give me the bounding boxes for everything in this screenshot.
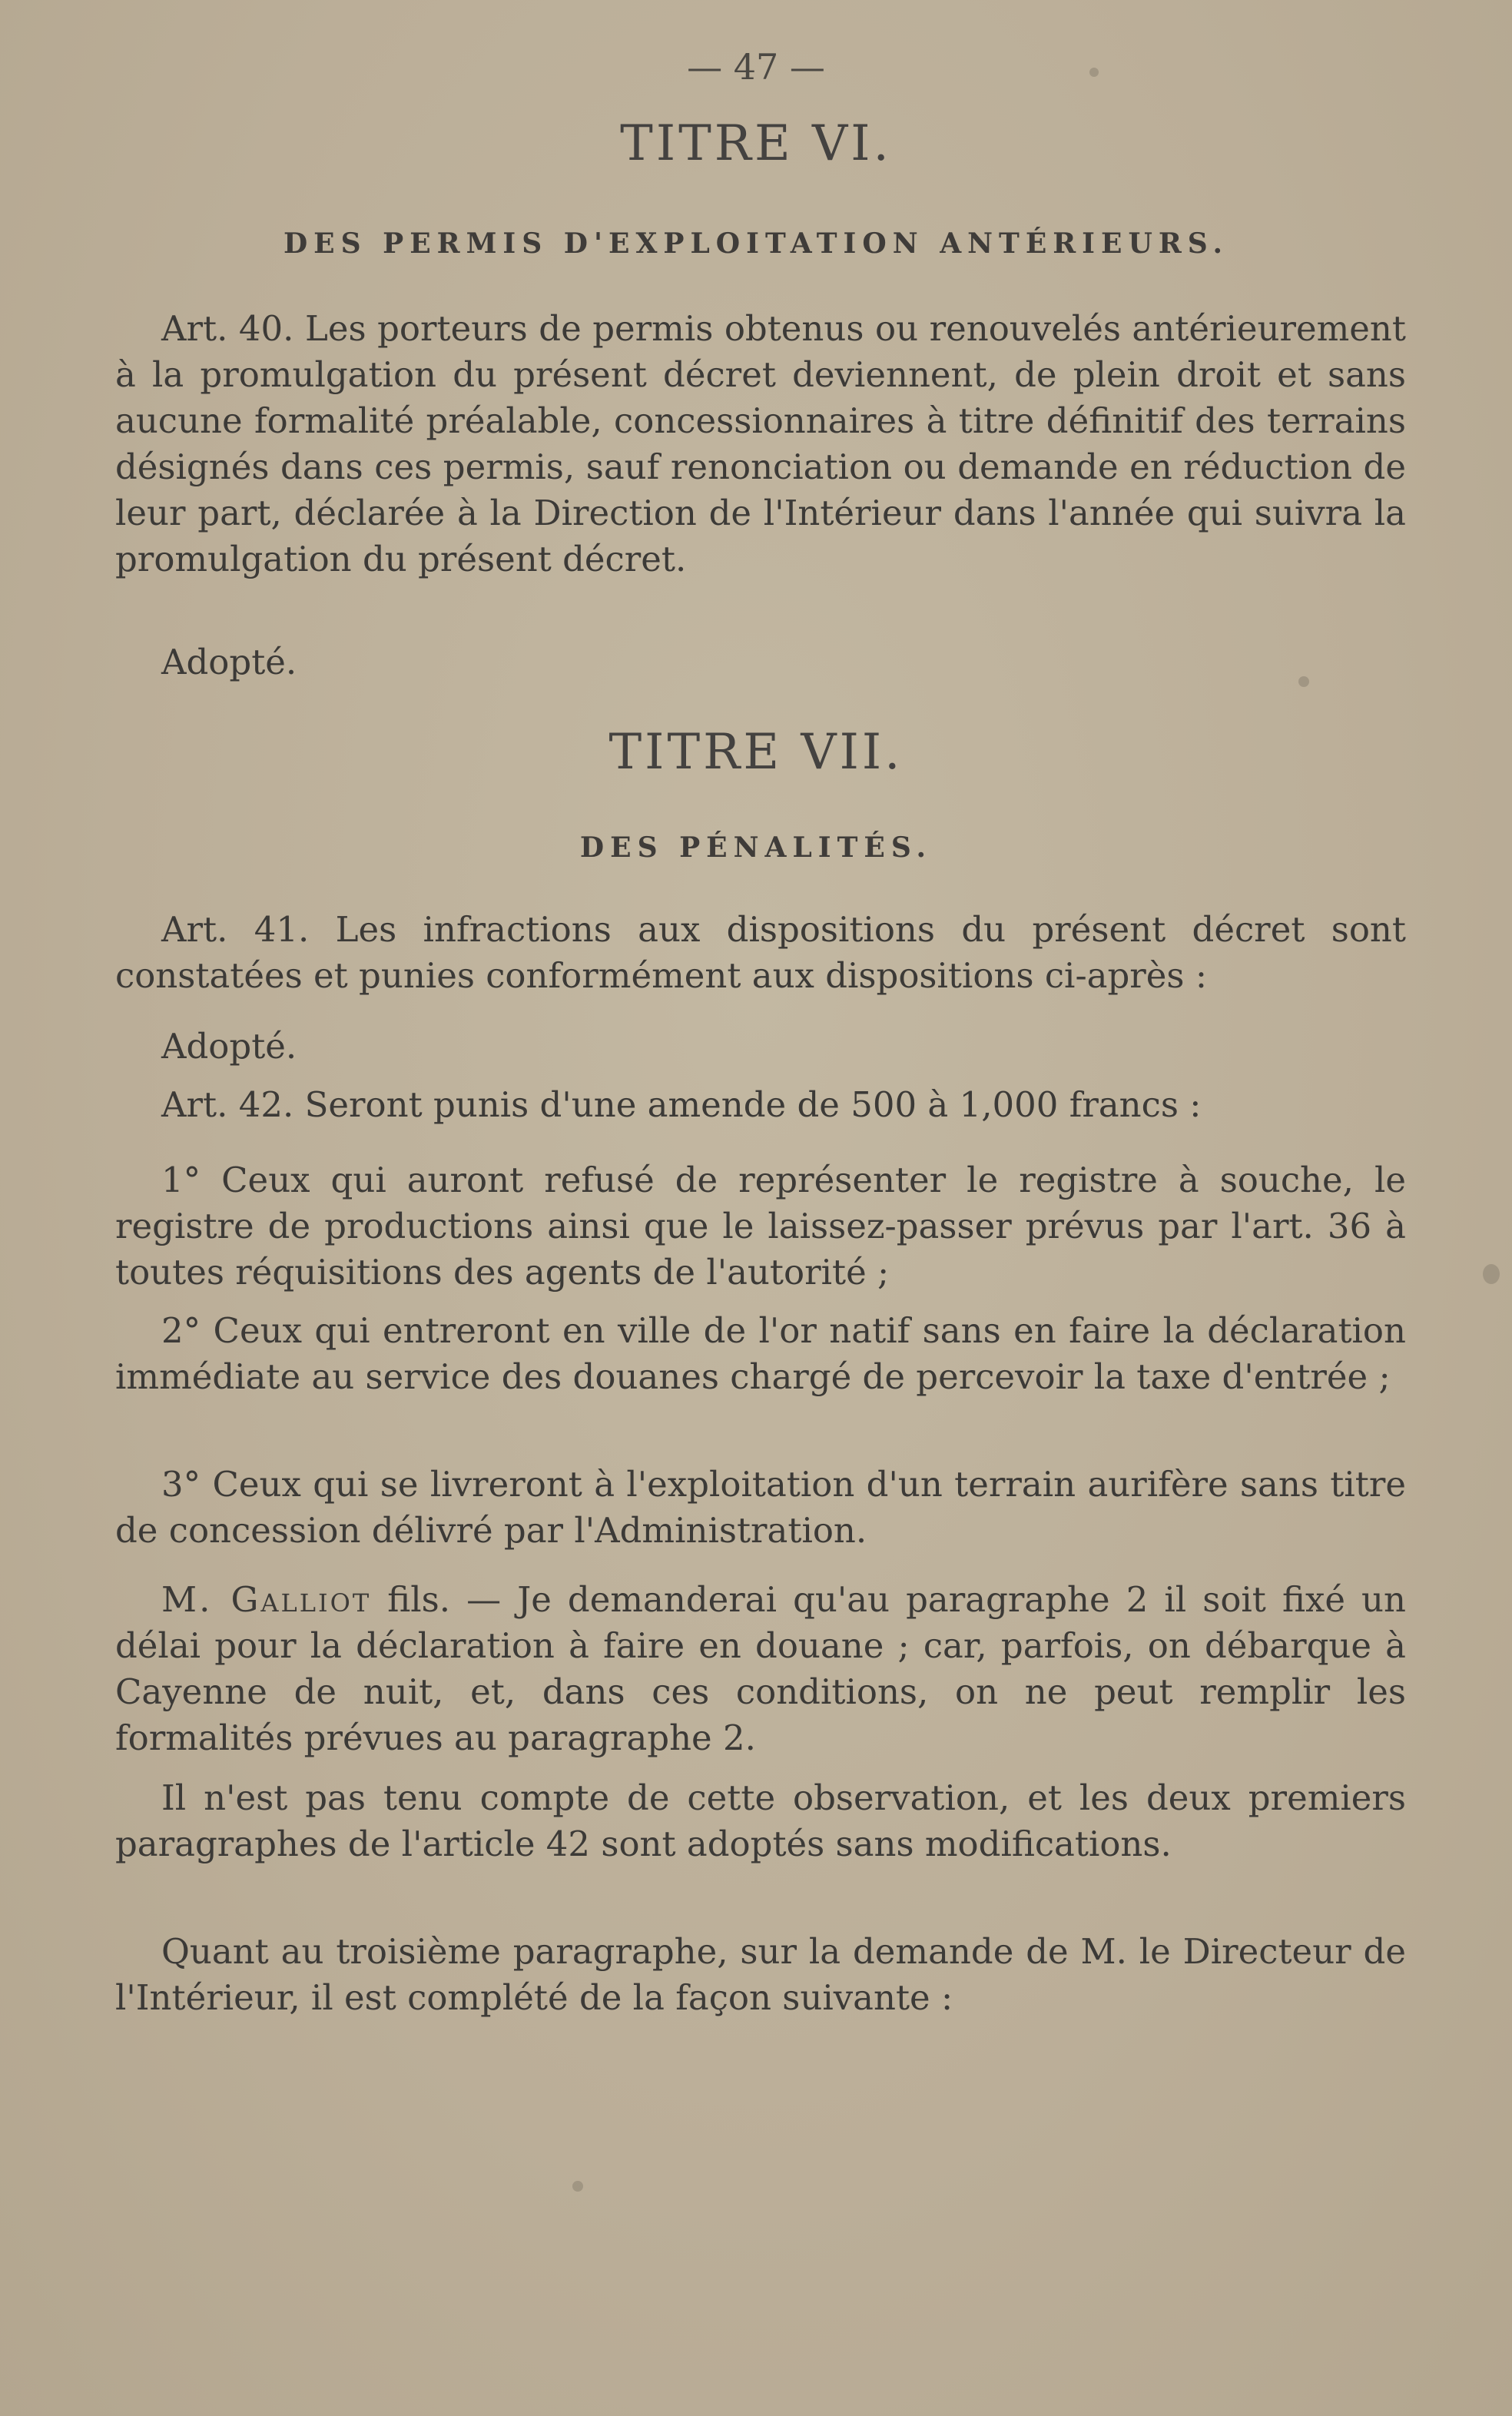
article-42-item-1: 1° Ceux qui auront refusé de représenter le registre à souche, le registre de productions ainsi que le laissez-passer prévus par l'art. 36 à toutes réquisitions des agents de l'autorité ;: [115, 1160, 1406, 1293]
titre-vi-subtitle: DES PERMIS D'EXPLOITATION ANTÉRIEURS.: [283, 227, 1229, 260]
titre-vii-subtitle: DES PÉNALITÉS.: [579, 831, 933, 864]
paper-speck: [1298, 676, 1309, 687]
article-42-item-3: 3° Ceux qui se livreront à l'exploitation d'un terrain aurifère sans titre de concession délivré par l'Administration.: [115, 1464, 1406, 1551]
adopte-art40: Adopté.: [161, 642, 297, 682]
article-40: Art. 40. Les porteurs de permis obtenus ou renouvelés antérieurement à la promulgation du présent décret deviennent, de plein droit et sans aucune formalité préalable, concessionnaires à titre définitif des terrains désignés dans ces permis, sauf renonciation ou demande en réduction de leur part, déclarée à la Direction de l'Intérieur dans l'année qui suivra la promulgation du présent décret.: [115, 308, 1406, 579]
titre-vi-heading: TITRE VI.: [620, 115, 892, 172]
article-42-item-2: 2° Ceux qui entreront en ville de l'or natif sans en faire la déclaration immédiate au service des douanes chargé de percevoir la taxe d'entrée ;: [115, 1310, 1406, 1397]
galliot-remark-text: fils. — Je demanderai qu'au paragraphe 2 il soit fixé un délai pour la déclaration à faire en douane ; car, parfois, on débarque à Cayenne de nuit, et, dans ces conditions, on ne peut remplir les formalités prévues au paragraphe 2.: [115, 1579, 1406, 1758]
article-41: Art. 41. Les infractions aux dispositions du présent décret sont constatées et punies conformément aux dispositions ci-après :: [115, 909, 1406, 996]
observation-paragraph: Il n'est pas tenu compte de cette observation, et les deux premiers paragraphes de l'article 42 sont adoptés sans modifications.: [115, 1777, 1406, 1864]
paper-speck: [572, 2181, 583, 2192]
adopte-art41: Adopté.: [161, 1026, 297, 1067]
speaker-name: M. Galliot: [161, 1579, 372, 1620]
page-number: — 47 —: [687, 46, 825, 88]
paper-speck: [1483, 1264, 1500, 1284]
article-42: Art. 42. Seront punis d'une amende de 500 à 1,000 francs :: [161, 1084, 1202, 1125]
troisieme-paragraph: Quant au troisième paragraphe, sur la demande de M. le Directeur de l'Intérieur, il est complété de la façon suivante :: [115, 1931, 1406, 2018]
titre-vii-heading: TITRE VII.: [608, 724, 904, 781]
galliot-remark: [115, 1577, 1406, 1761]
